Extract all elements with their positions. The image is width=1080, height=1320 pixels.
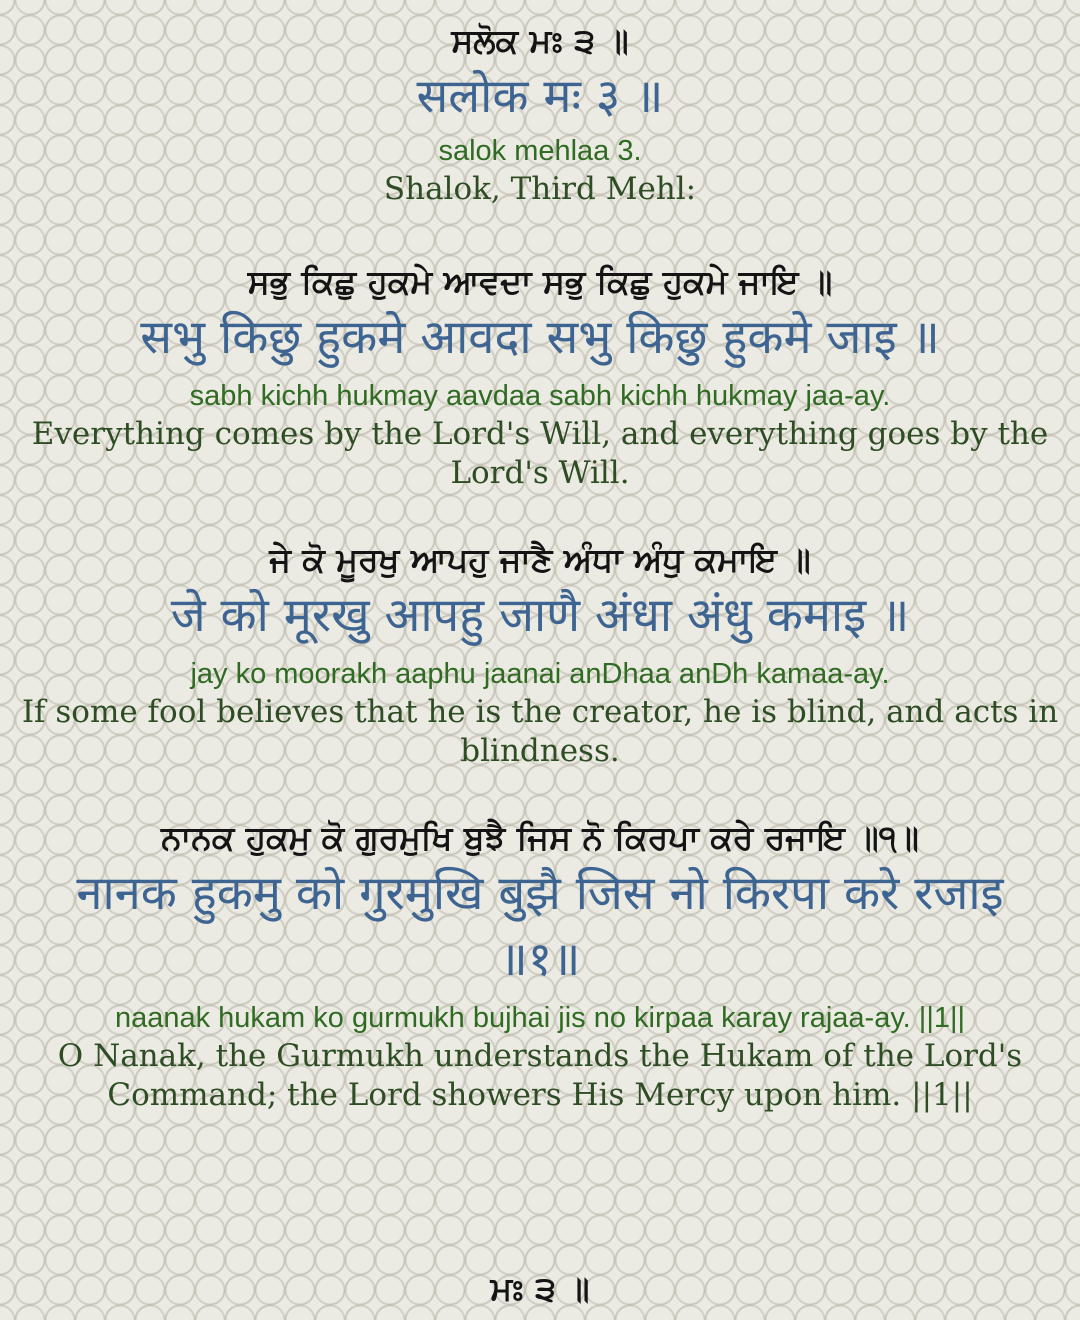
gurmukhi-line: ਸਭੁ ਕਿਛੁ ਹੁਕਮੇ ਆਵਦਾ ਸਭੁ ਕਿਛੁ ਹੁਕਮੇ ਜਾਇ ॥ (247, 262, 833, 301)
devanagari-line: नानक हुकमु को गुरमुखि बुझै जिस नो किरपा करे रजाइ ॥१॥ (76, 866, 1004, 987)
gurmukhi-line: ਸਲੋਕ ਮਃ ੩ ॥ (451, 21, 629, 60)
verse-1 (0, 259, 1080, 493)
transliteration-line: jay ko moorakh aaphu jaanai anDhaa anDh kamaa-ay. (190, 658, 890, 690)
gurmukhi-line: ਮਃ ੩ ॥ (490, 1269, 590, 1308)
translation-line: Shalok, Third Mehl: (383, 171, 697, 207)
gurmukhi-line: ਨਾਨਕ ਹੁਕਮੁ ਕੋ ਗੁਰਮੁਖਿ ਬੁਝੈ ਜਿਸ ਨੋ ਕਿਰਪਾ ਕਰੇ ਰਜਾਇ ॥੧॥ (161, 818, 919, 857)
translation-line: Everything comes by the Lord's Will, and everything goes by the Lord's Will. (31, 416, 1049, 491)
transliteration-line: naanak hukam ko gurmukh bujhai jis no kirpaa karay rajaa-ay. ||1|| (114, 1002, 966, 1034)
translation-line: O Nanak, the Gurmukh understands the Hukam of the Lord's Command; the Lord showers His Mercy upon him. ||1|| (57, 1038, 1023, 1113)
gurmukhi-line: ਜੇ ਕੋ ਮੂਰਖੁ ਆਪਹੁ ਜਾਣੈ ਅੰਧਾ ਅੰਧੁ ਕਮਾਇ ॥ (269, 540, 811, 579)
verse-2 (0, 537, 1080, 771)
verse-header (0, 18, 1080, 209)
transliteration-line: sabh kichh hukmay aavdaa sabh kichh hukmay jaa-ay. (189, 380, 891, 412)
next-verse-header (0, 1266, 1080, 1312)
transliteration-line: salok mehlaa 3. (438, 135, 642, 167)
verse-3 (0, 815, 1080, 1115)
devanagari-line: सलोक मः ३ ॥ (416, 69, 664, 124)
devanagari-line: जे को मूरखु आपहु जाणै अंधा अंधु कमाइ ॥ (170, 588, 910, 643)
devanagari-line: सभु किछु हुकमे आवदा सभु किछु हुकमे जाइ ॥ (140, 310, 940, 365)
translation-line: If some fool believes that he is the creator, he is blind, and acts in blindness. (21, 694, 1059, 769)
